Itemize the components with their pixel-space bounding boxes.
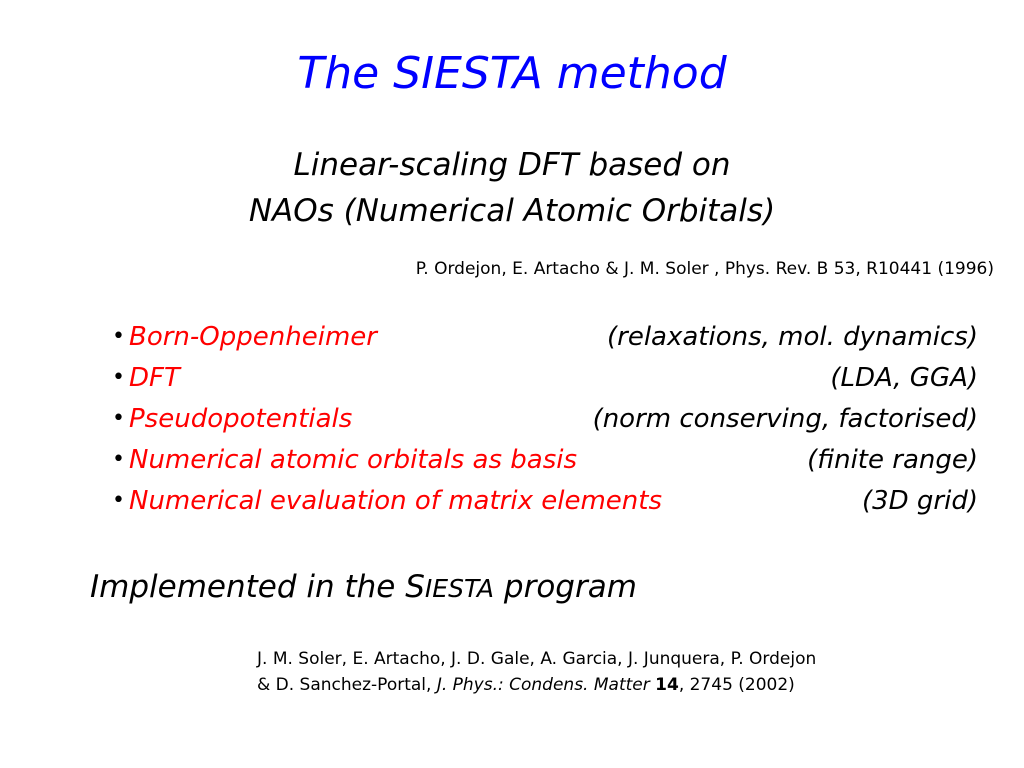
feature-list [112, 317, 978, 522]
reference2-authors-end: & D. Sanchez-Portal, [257, 675, 437, 695]
feature-term: Numerical atomic orbitals as basis [129, 445, 578, 475]
feature-note: (finite range) [807, 445, 978, 475]
subtitle-line-1: Linear-scaling DFT based on [293, 147, 731, 183]
reference-soler-2002 [257, 646, 816, 698]
feature-item [112, 358, 978, 399]
implemented-suffix: program [494, 569, 637, 605]
slide-subtitle [0, 142, 1024, 234]
feature-note: (LDA, GGA) [830, 363, 978, 393]
bullet-icon: • [112, 447, 125, 472]
reference-ordejon-1996: P. Ordejon, E. Artacho & J. M. Soler , Phys. Rev. B 53, R10441 (1996) [415, 259, 994, 279]
feature-term: Pseudopotentials [129, 404, 353, 434]
feature-item [112, 481, 978, 522]
bullet-icon: • [112, 365, 125, 390]
siesta-name-rest: IESTA [424, 574, 495, 603]
implemented-statement [90, 564, 637, 612]
feature-term: Numerical evaluation of matrix elements [129, 486, 662, 516]
reference2-line-1: J. M. Soler, E. Artacho, J. D. Gale, A. Garcia, J. Junquera, P. Ordejon [257, 649, 817, 669]
reference2-journal: J. Phys.: Condens. Matter [436, 675, 650, 695]
bullet-icon: • [112, 488, 125, 513]
siesta-name-first: S [405, 569, 425, 605]
slide-title: The SIESTA method [297, 48, 727, 99]
feature-item [112, 399, 978, 440]
feature-note: (norm conserving, factorised) [592, 404, 978, 434]
reference2-line-2 [257, 672, 816, 698]
subtitle-line-2: NAOs (Numerical Atomic Orbitals) [248, 193, 776, 229]
feature-term: Born-Oppenheimer [129, 322, 377, 352]
feature-term: DFT [129, 363, 180, 393]
reference2-volume: 14 [655, 675, 679, 695]
feature-item [112, 317, 978, 358]
feature-note: (3D grid) [861, 486, 978, 516]
feature-note: (relaxations, mol. dynamics) [606, 322, 978, 352]
bullet-icon: • [112, 406, 125, 431]
reference2-pages-year: , 2745 (2002) [678, 675, 795, 695]
implemented-prefix: Implemented in the [90, 569, 406, 605]
bullet-icon: • [112, 324, 125, 349]
feature-item [112, 440, 978, 481]
